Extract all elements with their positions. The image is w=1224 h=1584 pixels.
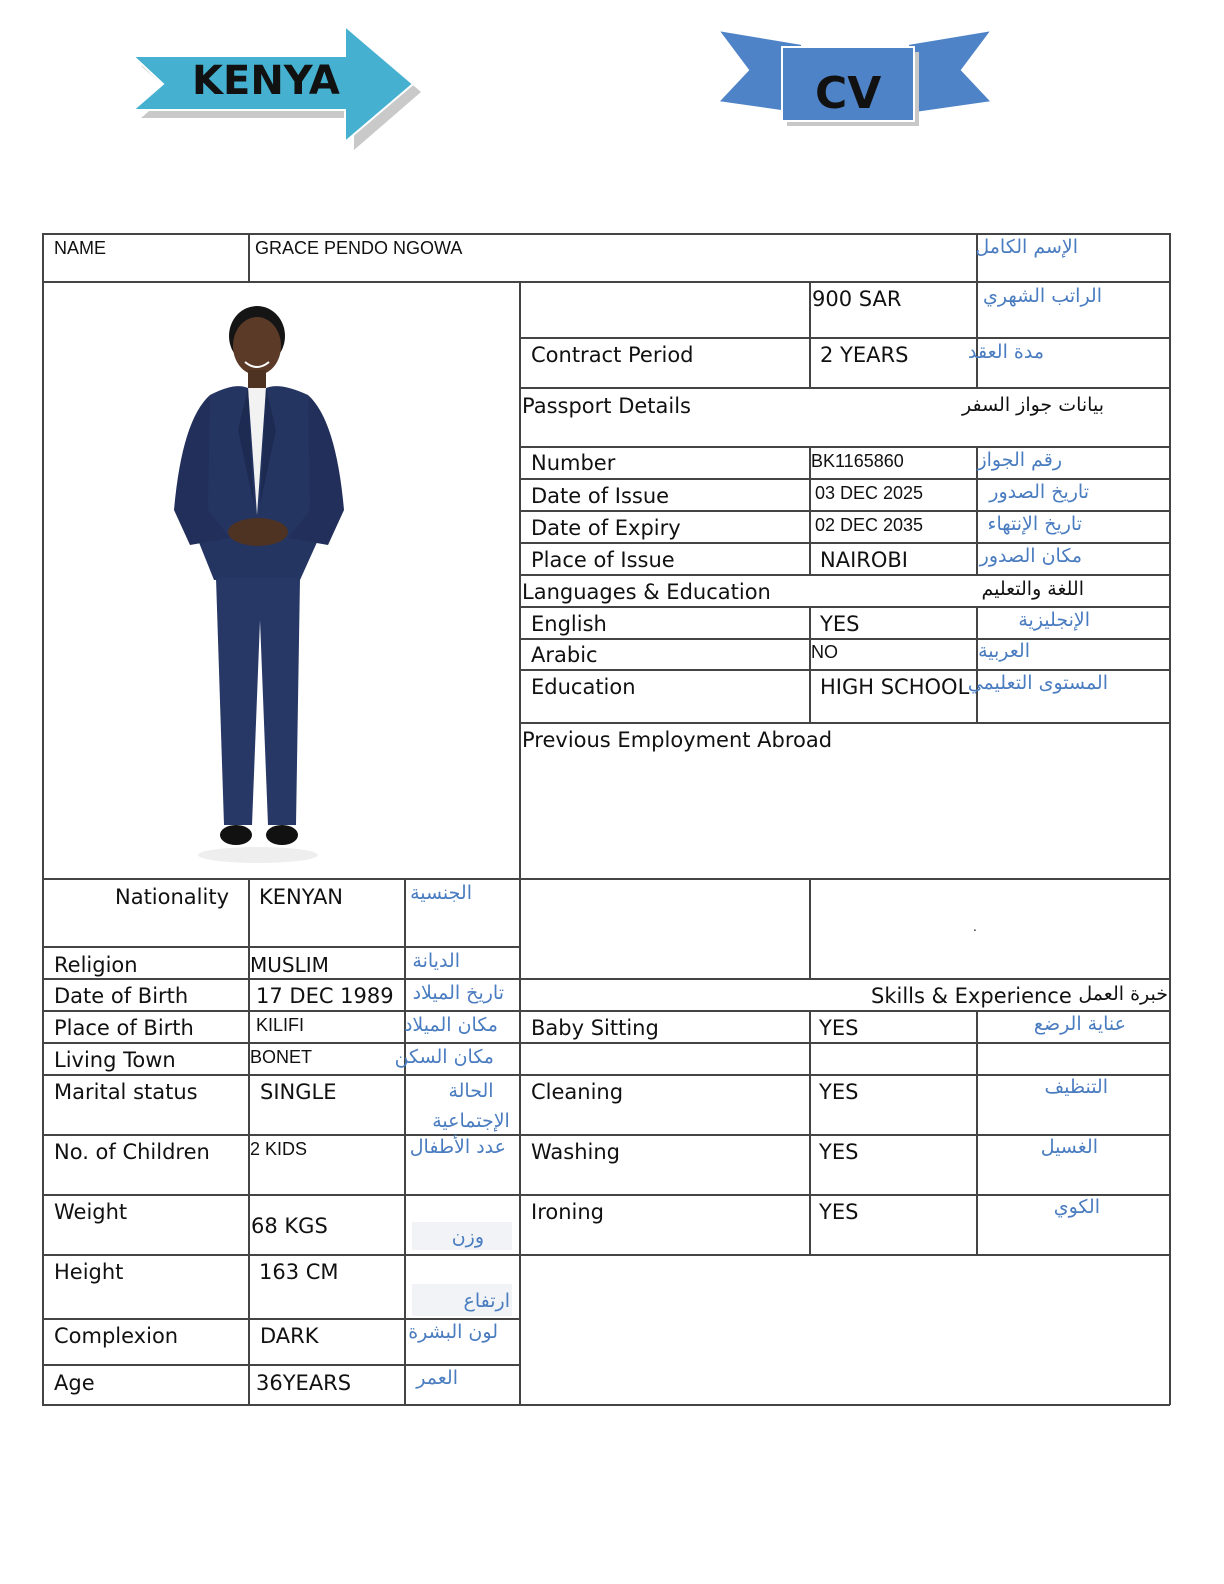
height-value: 163 CM [259, 1260, 339, 1284]
pob-label: Place of Birth [54, 1016, 194, 1040]
passport-number-label: Number [531, 451, 616, 475]
languages-title: Languages & Education [522, 580, 771, 604]
contract-value: 2 YEARS [820, 343, 909, 367]
skill-washing-value: YES [819, 1140, 859, 1164]
date-of-expiry-ar: تاريخ الإنتهاء [987, 513, 1082, 535]
country-banner-text: KENYA [192, 58, 340, 104]
marital-status-ar: الحالة الإجتماعية [432, 1080, 510, 1132]
date-of-issue-ar: تاريخ الصدور [989, 481, 1089, 503]
skill-washing-label: Washing [531, 1140, 621, 1164]
skill-babysitting-value: YES [819, 1016, 859, 1040]
english-label: English [531, 612, 607, 636]
arabic-value: NO [811, 642, 838, 662]
height-label: Height [54, 1260, 124, 1284]
place-of-issue-label: Place of Issue [531, 548, 675, 572]
contract-label-ar: مدة العقد [968, 341, 1044, 363]
passport-title: Passport Details [522, 394, 691, 418]
height-ar: ارتفاع [463, 1290, 510, 1312]
marital-status-label: Marital status [54, 1080, 198, 1104]
contract-label: Contract Period [531, 343, 694, 367]
weight-label: Weight [54, 1200, 128, 1224]
previous-employment-title: Previous Employment Abroad [522, 728, 833, 752]
living-town-value: BONET [250, 1047, 313, 1067]
place-of-issue-value: NAIROBI [820, 548, 908, 572]
dob-ar: تاريخ الميلاد [412, 982, 504, 1004]
age-ar: العمر [416, 1367, 458, 1389]
date-of-issue-label: Date of Issue [531, 484, 670, 508]
english-value: YES [820, 612, 860, 636]
education-label: Education [531, 675, 636, 699]
passport-number-ar: رقم الجواز [977, 449, 1062, 471]
skill-washing-ar: الغسيل [1040, 1136, 1098, 1158]
salary-label-ar: الراتب الشهري [983, 285, 1102, 307]
nationality-value: KENYAN [259, 885, 344, 909]
education-ar: المستوى التعليمي [967, 672, 1108, 694]
complexion-label: Complexion [54, 1324, 179, 1348]
doc-banner-text: CV [815, 68, 882, 119]
date-of-expiry-value: 02 DEC 2035 [815, 515, 924, 535]
skill-ironing-ar: الكوي [1053, 1196, 1100, 1218]
date-of-expiry-label: Date of Expiry [531, 516, 681, 540]
skill-ironing-value: YES [819, 1200, 859, 1224]
pob-value: KILIFI [256, 1015, 305, 1035]
english-ar: الإنجليزية [1018, 609, 1090, 631]
children-label: No. of Children [54, 1140, 210, 1164]
skills-title-ar: خبرة العمل [1078, 983, 1168, 1005]
arabic-label: Arabic [531, 643, 598, 667]
age-label: Age [54, 1371, 95, 1395]
marital-status-value: SINGLE [260, 1080, 337, 1104]
arabic-ar: العربية [978, 640, 1030, 662]
children-value: 2 KIDS [250, 1139, 308, 1159]
religion-label: Religion [54, 953, 138, 977]
living-town-ar: مكان السكن [394, 1046, 494, 1068]
complexion-ar: لون البشرة [408, 1321, 498, 1343]
passport-number-value: BK1165860 [811, 451, 904, 471]
name-label: NAME [54, 238, 107, 258]
skills-title: Skills & Experience [871, 984, 1072, 1008]
passport-title-ar: بيانات جواز السفر [962, 394, 1104, 416]
skill-ironing-label: Ironing [531, 1200, 604, 1224]
nationality-label: Nationality [115, 885, 230, 909]
name-label-ar: الإسم الكامل [975, 236, 1078, 258]
name-value: GRACE PENDO NGOWA [255, 238, 463, 258]
skill-babysitting-ar: عناية الرضع [1033, 1013, 1126, 1035]
languages-title-ar: اللغة والتعليم [981, 578, 1084, 600]
date-of-issue-value: 03 DEC 2025 [815, 483, 924, 503]
dot-mark: . [973, 920, 977, 934]
weight-ar: وزن [451, 1226, 484, 1248]
skill-cleaning-label: Cleaning [531, 1080, 624, 1104]
skill-babysitting-label: Baby Sitting [531, 1016, 659, 1040]
religion-value: MUSLIM [250, 953, 329, 977]
children-ar: عدد الأطفال [409, 1136, 506, 1158]
salary-value: 900 SAR [812, 287, 902, 311]
skill-cleaning-value: YES [819, 1080, 859, 1104]
place-of-issue-ar: مكان الصدور [979, 545, 1082, 567]
complexion-value: DARK [260, 1324, 319, 1348]
dob-label: Date of Birth [54, 984, 189, 1008]
age-value: 36YEARS [256, 1371, 352, 1395]
skill-cleaning-ar: التنظيف [1044, 1076, 1108, 1098]
weight-value: 68 KGS [251, 1214, 328, 1238]
dob-value: 17 DEC 1989 [256, 984, 394, 1008]
candidate-photo [150, 300, 370, 870]
nationality-ar: الجنسية [410, 882, 472, 904]
education-value: HIGH SCHOOL [820, 675, 970, 699]
living-town-label: Living Town [54, 1048, 176, 1072]
pob-ar: مكان الميلاد [403, 1014, 498, 1036]
religion-ar: الديانة [412, 950, 460, 972]
